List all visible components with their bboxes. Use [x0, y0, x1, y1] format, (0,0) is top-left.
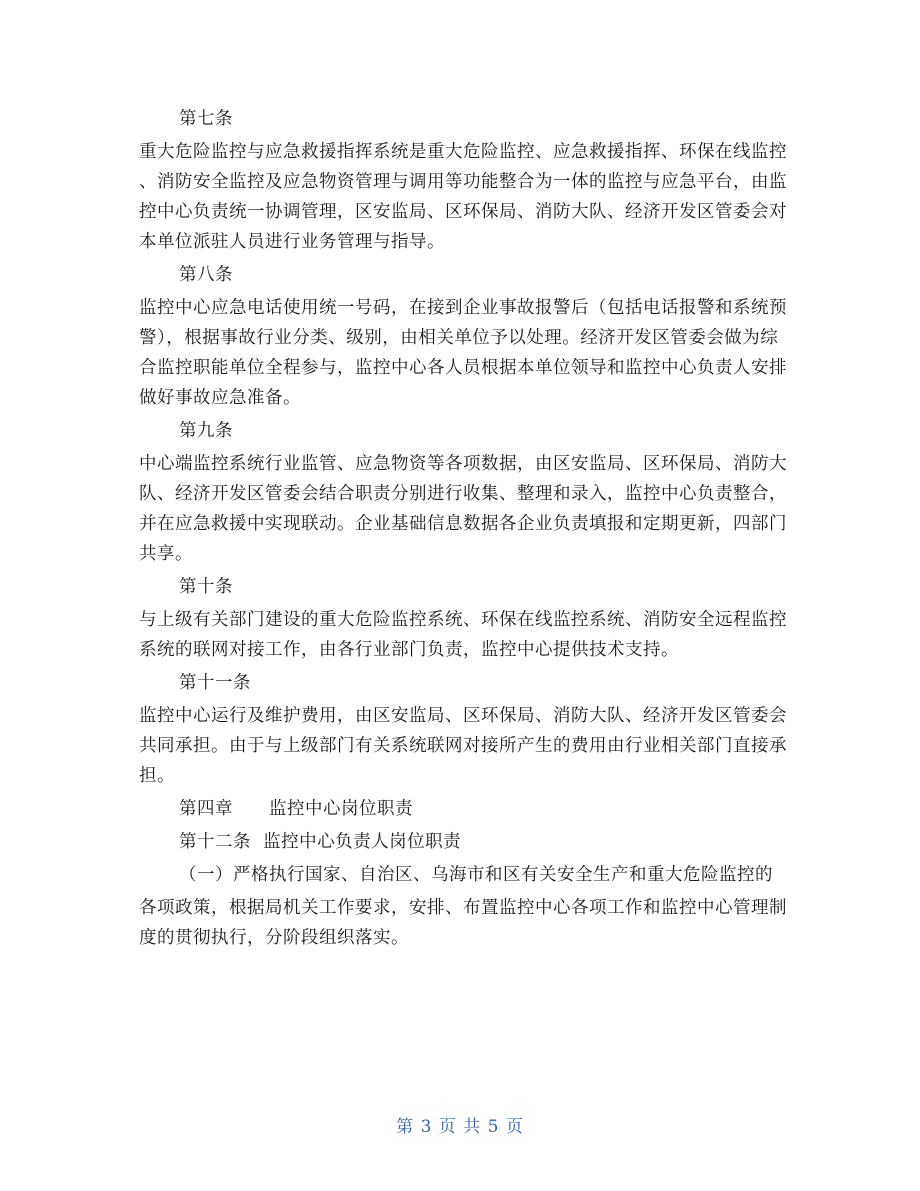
paragraph-line: 与上级有关部门建设的重大危险监控系统、环保在线监控系统、消防安全远程监控 [139, 610, 787, 630]
page-footer [0, 1112, 920, 1137]
paragraph-line: 共同承担。由于与上级部门有关系统联网对接所产生的费用由行业相关部门直接承 [139, 736, 787, 756]
article-heading: 第九条 [179, 421, 233, 441]
paragraph-line: 共享。 [139, 544, 193, 564]
paragraph-line: 各项政策，根据局机关工作要求，安排、布置监控中心各项工作和监控中心管理制 [139, 898, 787, 918]
chapter-heading: 第四章 监控中心岗位职责 [179, 799, 413, 819]
paragraph-line: 警），根据事故行业分类、级别，由相关单位予以处理。经济开发区管委会做为综 [139, 328, 779, 348]
footer-suffix: 页 [505, 1117, 524, 1137]
document-body [139, 104, 787, 953]
footer-prefix: 第 [396, 1117, 415, 1137]
paragraph-line: 担。 [139, 766, 175, 786]
footer-total-pages: 5 [487, 1117, 500, 1137]
footer-middle: 页 共 [438, 1117, 482, 1137]
article-heading: 第十条 [179, 577, 233, 597]
article-heading: 第七条 [179, 109, 233, 129]
paragraph-line: 做好事故应急准备。 [139, 388, 301, 408]
footer-current-page: 3 [420, 1117, 433, 1137]
paragraph-line: 合监控职能单位全程参与，监控中心各人员根据本单位领导和监控中心负责人安排 [139, 358, 787, 378]
paragraph-line: 控中心负责统一协调管理，区安监局、区环保局、消防大队、经济开发区管委会对 [139, 202, 787, 222]
paragraph-line: 并在应急救援中实现联动。企业基础信息数据各企业负责填报和定期更新，四部门 [139, 514, 787, 534]
article-heading: 第八条 [179, 265, 233, 285]
paragraph-line: 监控中心运行及维护费用，由区安监局、区环保局、消防大队、经济开发区管委会 [139, 706, 787, 726]
paragraph-line: 中心端监控系统行业监管、应急物资等各项数据，由区安监局、区环保局、消防大 [139, 454, 787, 474]
paragraph-line: 度的贯彻执行，分阶段组织落实。 [139, 928, 409, 948]
paragraph-line: 系统的联网对接工作，由各行业部门负责，监控中心提供技术支持。 [139, 640, 679, 660]
article-heading: 第十二条 监控中心负责人岗位职责 [179, 832, 462, 852]
paragraph-line: （一）严格执行国家、自治区、乌海市和区有关安全生产和重大危险监控的 [179, 865, 773, 885]
paragraph-line: 重大危险监控与应急救援指挥系统是重大危险监控、应急救援指挥、环保在线监控 [139, 142, 787, 162]
paragraph-line: 本单位派驻人员进行业务管理与指导。 [139, 232, 445, 252]
article-heading: 第十一条 [179, 673, 251, 693]
paragraph-line: 监控中心应急电话使用统一号码，在接到企业事故报警后（包括电话报警和系统预 [139, 298, 787, 318]
paragraph-line: 、消防安全监控及应急物资管理与调用等功能整合为一体的监控与应急平台，由监 [139, 172, 787, 192]
paragraph-line: 队、经济开发区管委会结合职责分别进行收集、整理和录入，监控中心负责整合， [139, 484, 787, 504]
